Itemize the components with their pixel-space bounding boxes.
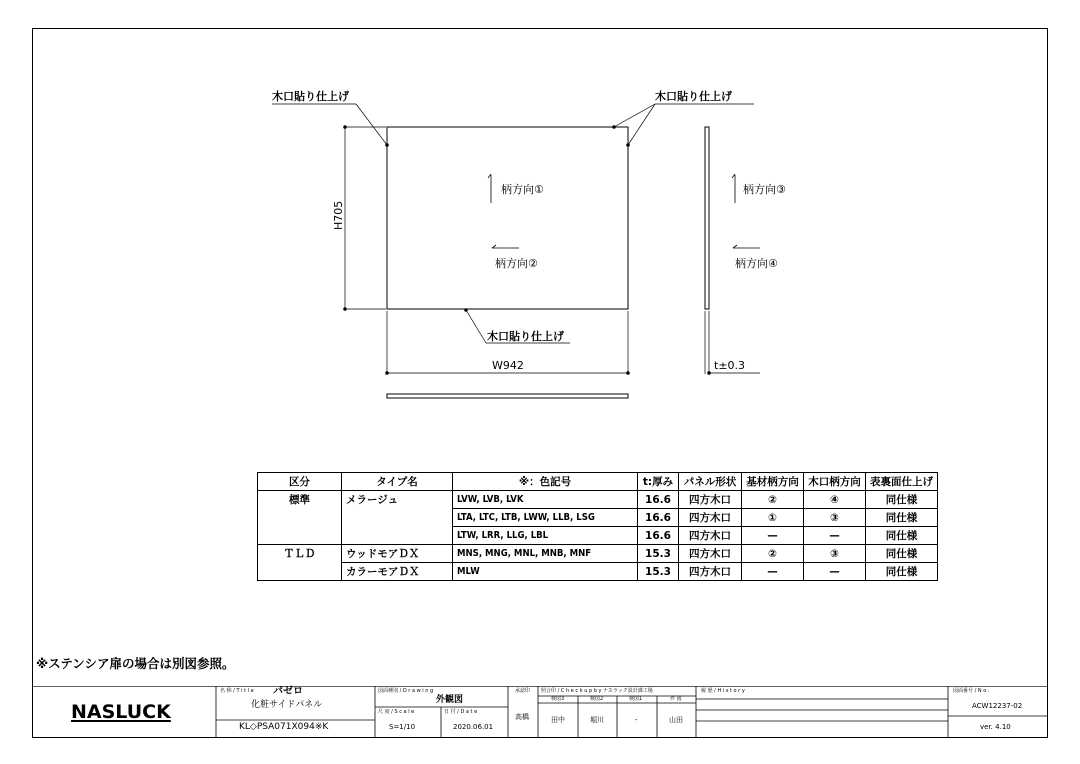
cell-base-grain: ①: [742, 509, 804, 527]
cell-category: [258, 509, 342, 527]
nasluck-logo: [71, 702, 171, 722]
front-panel-outline: [387, 127, 628, 309]
cell-type-name: [342, 527, 453, 545]
table-row: [258, 527, 938, 545]
cell-thickness: 16.6: [638, 491, 679, 509]
cell-surface-finish: 同仕様: [866, 527, 938, 545]
header-type-name: タイプ名: [342, 473, 453, 491]
scale-label: 尺 度 / S c a l e: [378, 709, 415, 715]
cell-edge-grain: ③: [804, 545, 866, 563]
part-code: KL◇PSA071X094※K: [239, 722, 329, 732]
cell-color-code: LVW, LVB, LVK: [453, 491, 638, 509]
approval-label: 承認印: [515, 688, 531, 694]
side-panel-outline: [705, 127, 709, 309]
table-row: [258, 509, 938, 527]
cell-surface-finish: 同仕様: [866, 509, 938, 527]
checker-4: 山田: [669, 716, 683, 724]
cell-panel-shape: 四方木口: [679, 527, 742, 545]
cell-category: ＴＬＤ: [258, 545, 342, 563]
cell-base-grain: ②: [742, 491, 804, 509]
thickness-dim-text: t±0.3: [714, 359, 746, 372]
cell-color-code: MNS, MNG, MNL, MNB, MNF: [453, 545, 638, 563]
drawing-number: ACW12237-02: [972, 702, 1023, 710]
edge-finish-label-bottom: 木口貼り仕上げ: [487, 330, 564, 343]
cell-type-name: メラージュ: [342, 491, 453, 509]
edge-finish-label-left: 木口貼り仕上げ: [272, 90, 349, 103]
height-dim-text: H705: [332, 200, 345, 230]
cell-type-name: [342, 509, 453, 527]
table-row: [258, 491, 938, 509]
drawing-type-label: 図面種別 / D r a w i n g: [378, 688, 434, 694]
cell-thickness: 15.3: [638, 563, 679, 581]
date-value: 2020.06.01: [453, 723, 494, 731]
drawing-no-label: 図面番号 / N o .: [953, 688, 990, 694]
header-base-grain: 基材柄方向: [742, 473, 804, 491]
date-label: 日 付 / D a t e: [444, 709, 478, 715]
edge-finish-label-right: 木口貼り仕上げ: [655, 90, 732, 103]
spec-table: [257, 472, 938, 581]
spec-table-header-row: [258, 473, 938, 491]
cell-surface-finish: 同仕様: [866, 491, 938, 509]
cell-panel-shape: 四方木口: [679, 491, 742, 509]
header-panel-shape: パネル形状: [679, 473, 742, 491]
header-thickness: t:厚み: [638, 473, 679, 491]
stencia-note: ※ステンシア扉の場合は別図参照。: [36, 656, 235, 671]
grain-direction-1: 柄方向①: [501, 183, 544, 196]
check-label: 照合印 / C h e c k u p b y ナスラック設計課工場: [541, 688, 653, 694]
header-edge-grain: 木口柄方向: [804, 473, 866, 491]
cell-base-grain: —: [742, 527, 804, 545]
check-col-2: 検図2: [590, 696, 604, 702]
cell-color-code: MLW: [453, 563, 638, 581]
cell-color-code: LTW, LRR, LLG, LBL: [453, 527, 638, 545]
cell-edge-grain: ④: [804, 491, 866, 509]
cell-type-name: ウッドモアＤＸ: [342, 545, 453, 563]
cell-type-name: カラーモアＤＸ: [342, 563, 453, 581]
cell-base-grain: —: [742, 563, 804, 581]
cell-base-grain: ②: [742, 545, 804, 563]
table-row: [258, 545, 938, 563]
cell-category: 標準: [258, 491, 342, 509]
cell-edge-grain: —: [804, 527, 866, 545]
scale-value: S=1/10: [389, 723, 416, 731]
title-block: [33, 686, 1047, 737]
width-dim-text: W942: [492, 359, 524, 372]
cell-thickness: 15.3: [638, 545, 679, 563]
approver-name: 高橋: [515, 713, 529, 721]
cell-category: [258, 563, 342, 581]
title-label: 名 称 / T i t l e: [220, 688, 254, 694]
grain-direction-3: 柄方向③: [743, 183, 786, 196]
cell-edge-grain: —: [804, 563, 866, 581]
cell-thickness: 16.6: [638, 509, 679, 527]
panel-name: 化粧サイドパネル: [251, 700, 323, 710]
cell-category: [258, 527, 342, 545]
header-surface-finish: 表裏面仕上げ: [866, 473, 938, 491]
check-col-4: 作 図: [670, 696, 682, 702]
cell-panel-shape: 四方木口: [679, 509, 742, 527]
drawing-type: 外観図: [436, 695, 464, 705]
checker-3: -: [635, 716, 638, 724]
table-row: [258, 563, 938, 581]
product-name: パゼロ: [273, 686, 303, 697]
cell-surface-finish: 同仕様: [866, 563, 938, 581]
title-block-grid: [33, 686, 1047, 737]
cell-thickness: 16.6: [638, 527, 679, 545]
logo-text: NASLUCK: [71, 701, 171, 723]
cell-edge-grain: ③: [804, 509, 866, 527]
grain-direction-2: 柄方向②: [495, 257, 538, 270]
cell-panel-shape: 四方木口: [679, 545, 742, 563]
version: ver. 4.10: [980, 723, 1011, 731]
check-col-1: 検図3: [551, 696, 565, 702]
cell-panel-shape: 四方木口: [679, 563, 742, 581]
header-category: 区分: [258, 473, 342, 491]
history-label: 履 歴 / H i s t o r y: [701, 688, 745, 694]
cell-surface-finish: 同仕様: [866, 545, 938, 563]
bottom-panel-outline: [387, 394, 628, 398]
checker-1: 田中: [551, 716, 565, 724]
cell-color-code: LTA, LTC, LTB, LWW, LLB, LSG: [453, 509, 638, 527]
check-col-3: 検図1: [629, 696, 643, 702]
grain-direction-4: 柄方向④: [735, 257, 778, 270]
height-dimension: [344, 126, 386, 311]
checker-2: 堀川: [590, 716, 604, 724]
header-color-code: ※：色記号: [453, 473, 638, 491]
